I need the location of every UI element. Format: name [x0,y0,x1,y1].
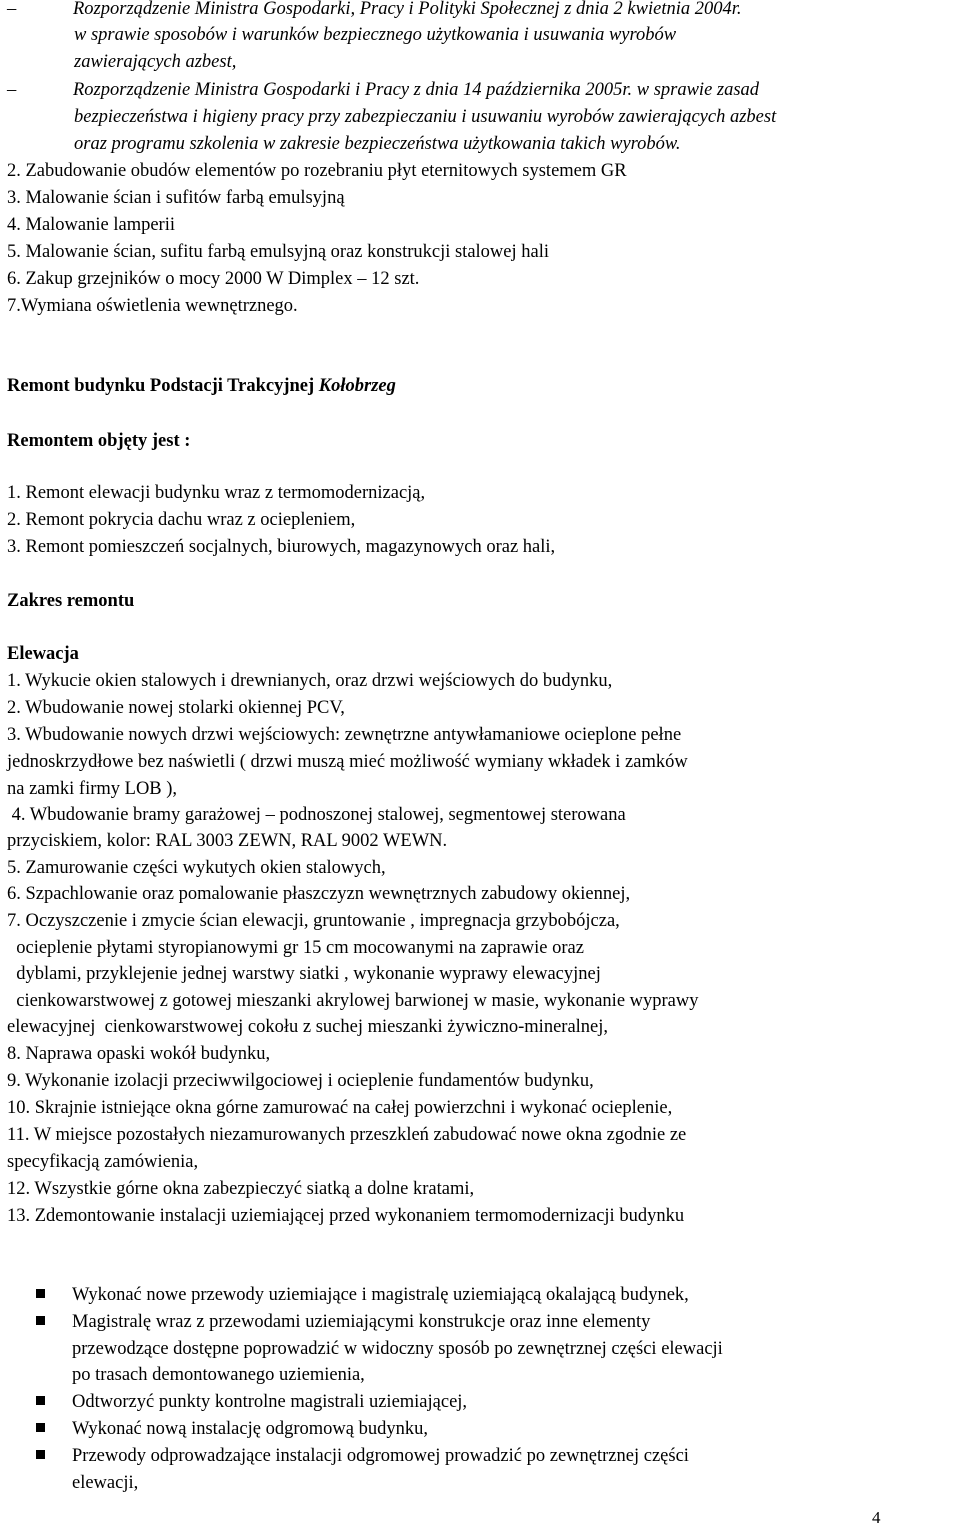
square-bullet-icon [36,1289,45,1298]
list-item: 7. Oczyszczenie i zmycie ścian elewacji, gruntowanie , impregnacja grzybobójcza, [7,911,620,931]
list-item: 2. Wbudowanie nowej stolarki okiennej PCV, [7,698,345,718]
regulation-text: Rozporządzenie Ministra Gospodarki, Pracy i Polityki Społecznej z dnia 2 kwietnia 2004r. [73,0,742,19]
regulation-1: – Rozporządzenie Ministra Gospodarki, Pracy i Polityki Społecznej z dnia 2 kwietnia 2004r. [7,0,742,19]
list-item: 6. Szpachlowanie oraz pomalowanie płaszczyzn wewnętrznych zabudowy okiennej, [7,884,631,904]
list-item: 8. Naprawa opaski wokół budynku, [7,1044,271,1064]
list-item: 5. Malowanie ścian, sufitu farbą emulsyjną oraz konstrukcji stalowej hali [7,242,550,262]
regulation-text: bezpieczeństwa i higieny pracy przy zabezpieczaniu i usuwaniu wyrobów zawierających azbest [74,107,777,127]
square-bullet-icon [36,1423,45,1432]
list-item: 11. W miejsce pozostałych niezamurowanych przeszkleń zabudować nowe okna zgodnie ze [7,1125,687,1145]
heading-prefix: Remont budynku Podstacji Trakcyjnej [7,376,319,396]
list-item: 9. Wykonanie izolacji przeciwwilgociowej i ocieplenie fundamentów budynku, [7,1071,594,1091]
bullet-text: Wykonać nowe przewody uziemiające i magistralę uziemiającą okalającą budynek, [72,1285,689,1305]
list-item: 10. Skrajnie istniejące okna górne zamurować na całej powierzchni i wykonać ocieplenie, [7,1098,673,1118]
elewacja-heading: Elewacja [7,644,79,664]
list-item: 5. Zamurowanie części wykutych okien stalowych, [7,858,386,878]
list-item: 6. Zakup grzejników o mocy 2000 W Dimplex – 12 szt. [7,269,420,289]
bullet-text: elewacji, [72,1473,139,1493]
bullet-text: Odtworzyć punkty kontrolne magistrali uziemiającej, [72,1392,468,1412]
list-item: jednoskrzydłowe bez naświetli ( drzwi muszą mieć możliwość wymiany wkładek i zamków [7,752,688,772]
zakres-heading: Zakres remontu [7,591,135,611]
heading-place: Kołobrzeg [318,376,396,396]
bullet-text: po trasach demontowanego uziemienia, [72,1365,365,1385]
regulation-2: – Rozporządzenie Ministra Gospodarki i Pracy z dnia 14 października 2005r. w sprawie zasad [7,80,760,100]
list-item: 2. Zabudowanie obudów elementów po rozebraniu płyt eternitowych systemem GR [7,161,627,181]
list-item: 4. Malowanie lamperii [7,215,175,235]
list-item: 1. Wykucie okien stalowych i drewnianych, oraz drzwi wejściowych do budynku, [7,671,613,691]
list-item: specyfikacją zamówienia, [7,1152,199,1172]
list-item: 12. Wszystkie górne okna zabezpieczyć siatką a dolne kratami, [7,1179,475,1199]
page-number: 4 [872,1508,881,1527]
list-item: dyblami, przyklejenie jednej warstwy siatki , wykonanie wyprawy elewacyjnej [7,964,601,984]
bullet-text: Wykonać nową instalację odgromową budynku, [72,1419,428,1439]
list-item: 2. Remont pokrycia dachu wraz z ociepleniem, [7,510,356,530]
bullet-text: Przewody odprowadzające instalacji odgromowej prowadzić po zewnętrznej części [72,1446,689,1466]
section-heading [7,375,396,397]
list-item: 1. Remont elewacji budynku wraz z termomodernizacją, [7,483,426,503]
square-bullet-icon [36,1316,45,1325]
list-item: cienkowarstwowej z gotowej mieszanki akrylowej barwionej w masie, wykonanie wyprawy [7,991,699,1011]
square-bullet-icon [36,1396,45,1405]
bullet-text: Magistralę wraz z przewodami uziemiającymi konstrukcje oraz inne elementy [72,1312,651,1332]
square-bullet-icon [36,1450,45,1459]
regulation-text: Rozporządzenie Ministra Gospodarki i Pracy z dnia 14 października 2005r. w sprawie zasad [73,80,760,100]
scope-heading: Remontem objęty jest : [7,431,191,451]
list-item: 3. Remont pomieszczeń socjalnych, biurowych, magazynowych oraz hali, [7,537,556,557]
list-item: elewacyjnej cienkowarstwowej cokołu z suchej mieszanki żywiczno-mineralnej, [7,1017,609,1037]
list-item: ocieplenie płytami styropianowymi gr 15 cm mocowanymi na zaprawie oraz [7,938,584,958]
list-item: 3. Malowanie ścian i sufitów farbą emulsyjną [7,188,345,208]
regulation-text: oraz programu szkolenia w zakresie bezpieczeństwa użytkowania takich wyrobów. [74,134,681,154]
list-item: przyciskiem, kolor: RAL 3003 ZEWN, RAL 9002 WEWN. [7,831,448,851]
list-item: na zamki firmy LOB ), [7,779,178,799]
list-item: 13. Zdemontowanie instalacji uziemiającej przed wykonaniem termomodernizacji budynku [7,1206,685,1226]
bullet-text: przewodzące dostępne poprowadzić w widoczny sposób po zewnętrznej części elewacji [72,1339,723,1359]
list-item: 7.Wymiana oświetlenia wewnętrznego. [7,296,298,316]
regulation-text: zawierających azbest, [74,52,237,72]
list-item: 3. Wbudowanie nowych drzwi wejściowych: zewnętrzne antywłamaniowe ocieplone pełne [7,725,682,745]
list-item: 4. Wbudowanie bramy garażowej – podnoszonej stalowej, segmentowej sterowana [7,805,626,825]
regulation-text: w sprawie sposobów i warunków bezpiecznego użytkowania i usuwania wyrobów [74,25,677,45]
